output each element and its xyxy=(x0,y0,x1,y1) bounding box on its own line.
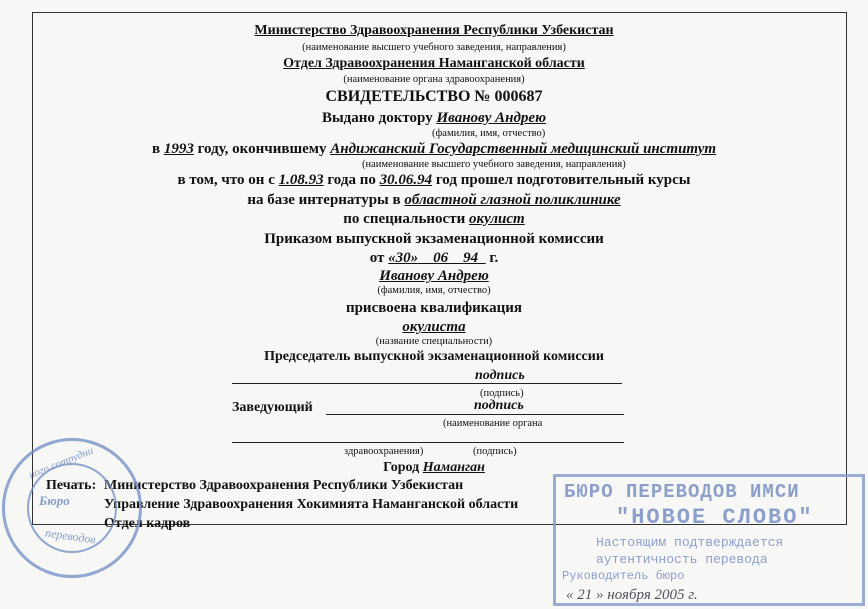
head-caption-right: (наименование органа xyxy=(443,418,543,429)
head-organ-line xyxy=(232,442,624,443)
name-caption: (фамилия, имя, отчество) xyxy=(432,128,546,139)
order-line: Приказом выпускной экзаменационной комиссии xyxy=(264,231,604,247)
head-signature: подпись xyxy=(474,398,524,413)
head-caption-sign: (подпись) xyxy=(473,446,517,457)
chairman-signature-line xyxy=(232,383,622,384)
institute-caption: (наименование высшего учебного заведения, направления) xyxy=(362,159,626,170)
ministry-heading: Министерство Здравоохранения Республики Узбекистан xyxy=(254,23,614,38)
seal-line-2: Управление Здравоохранения Хокимията Наманганской области xyxy=(104,497,519,512)
seal-line-1: Министерство Здравоохранения Республики Узбекистан xyxy=(104,478,464,493)
graduation-institute: Андижанский Государственный медицинский институт xyxy=(330,141,717,157)
qualification-text: присвоена квалификация xyxy=(345,300,523,316)
department-caption: (наименование органа здравоохранения) xyxy=(343,74,525,85)
ministry-caption: (наименование высшего учебного заведения, направления) xyxy=(302,42,566,53)
head-label: Заведующий xyxy=(232,400,313,415)
recipient-name: Иванову Андрею xyxy=(379,268,489,284)
certificate-title: СВИДЕТЕЛЬСТВО № 000687 xyxy=(325,88,543,105)
seal-label: Печать: xyxy=(46,478,97,493)
head-signature-line xyxy=(326,414,624,415)
chairman-signature-caption: (подпись) xyxy=(480,388,524,399)
qualification-value: окулиста xyxy=(402,319,466,335)
city-line: Город Наманган xyxy=(383,460,485,475)
graduation-line: в 1993 году, окончившему Андижанский Государственный медицинский институт xyxy=(151,141,717,157)
recipient-name-caption: (фамилия, имя, отчество) xyxy=(377,285,491,296)
chairman-signature: подпись xyxy=(475,368,525,383)
translation-bureau-stamp: БЮРО ПЕРЕВОДОВ ИМСИ "НОВОЕ СЛОВО" Настоящим подтверждается аутентичность перевода Руководитель бюро « 21 » ноября 2005 г. xyxy=(553,474,865,606)
issued-name: Иванову Андрею xyxy=(436,110,547,126)
qualification-caption: (название специальности) xyxy=(375,336,493,347)
specialty-line: по специальности окулист xyxy=(343,211,525,227)
head-caption-left: здравоохранения) xyxy=(344,446,424,457)
base-line: на базе интернатуры в областной глазной поликлинике xyxy=(247,192,621,208)
department-heading: Отдел Здравоохранения Наманганской области xyxy=(283,56,585,71)
seal-line-3: Отдел кадров xyxy=(104,516,191,531)
round-stamp: ного сотрудни Бюро переводов xyxy=(2,438,142,578)
chairman-text: Председатель выпускной экзаменационной комиссии xyxy=(264,349,604,364)
order-date-line: от «30» 06 94 г. xyxy=(369,250,499,266)
period-line: в том, что он с 1.08.93 года по 30.06.94 год прошел подготовительный курсы xyxy=(177,172,691,188)
issued-line: Выдано доктору Иванову Андрею xyxy=(321,110,547,126)
